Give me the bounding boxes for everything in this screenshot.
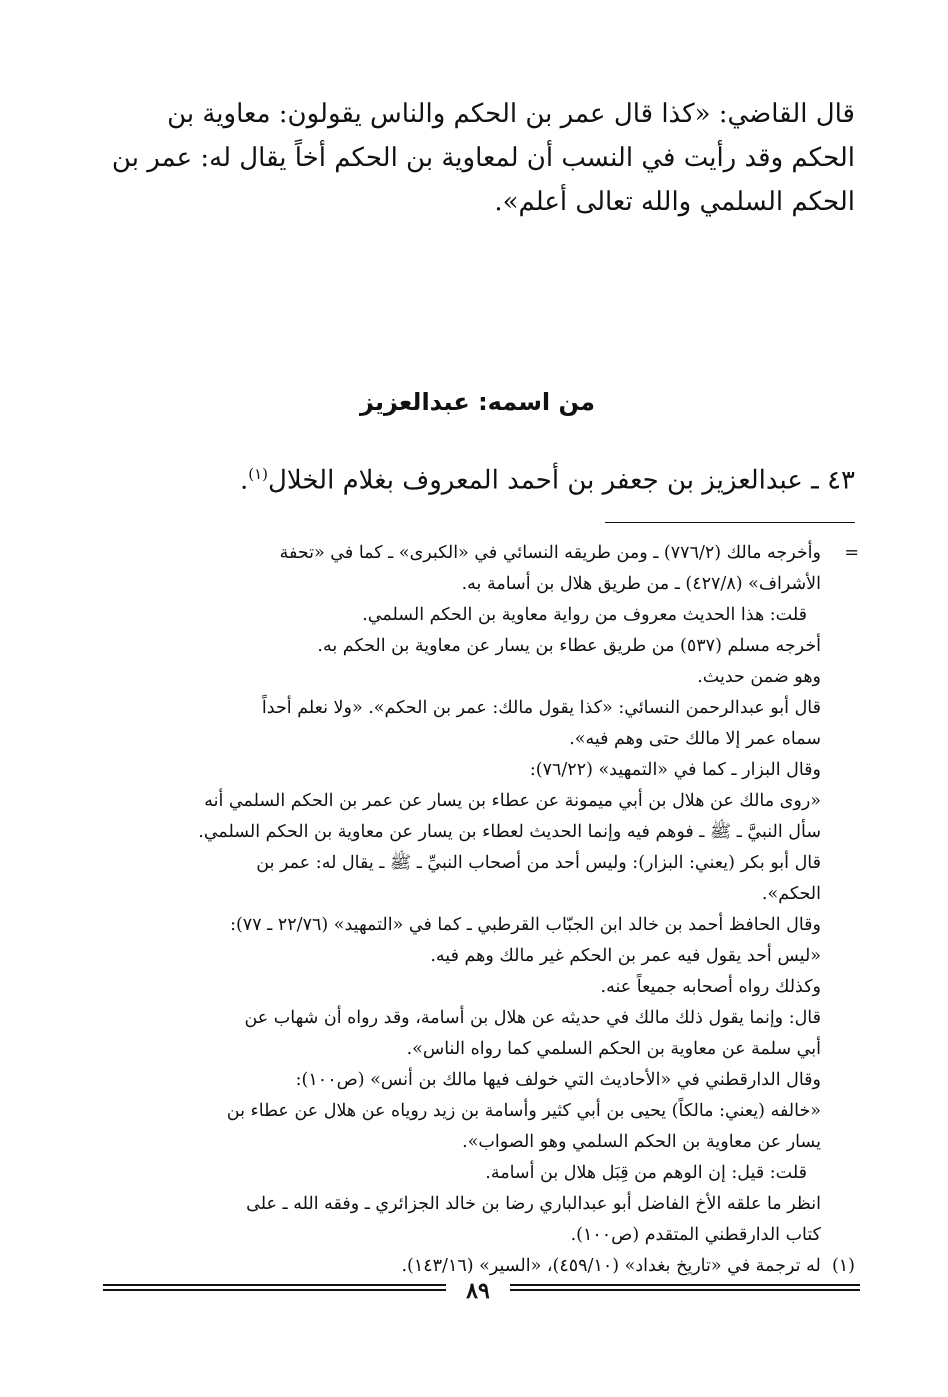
footnote-line: كتاب الدارقطني المتقدم (ص١٠٠). — [570, 1225, 821, 1245]
bottom-rule-right — [510, 1284, 860, 1296]
footnote-line: قال: وإنما يقول ذلك مالك في حديثه عن هلال بن أسامة، وقد رواه أن شهاب عن — [244, 1008, 821, 1028]
main-line: الحكم السلمي والله تعالى أعلم». — [494, 187, 855, 217]
bottom-rule-left — [103, 1284, 446, 1296]
footnote-line: وكذلك رواه أصحابه جميعاً عنه. — [600, 977, 821, 997]
main-line: الحكم وقد رأيت في النسب أن لمعاوية بن الحكم أخاً يقال له: عمر بن — [111, 143, 855, 173]
footnote-line: وقال البزار ـ كما في «التمهيد» (٧٦/٢٢): — [529, 760, 821, 780]
footnote-line: يسار عن معاوية بن الحكم السلمي وهو الصواب». — [462, 1132, 821, 1152]
footnotes — [100, 538, 859, 1282]
entry-footnote-ref: (١) — [248, 465, 268, 483]
footnote-line: قال أبو بكر (يعني: البزار): وليس أحد من أصحاب النبيِّ ـ ﷺ ـ يقال له: عمر بن — [256, 853, 821, 873]
footnote-line: وقال الدارقطني في «الأحاديث التي خولف فيها مالك بن أنس» (ص١٠٠): — [295, 1070, 821, 1090]
entry-end: . — [239, 465, 249, 496]
footnote-line: الحكم». — [761, 884, 821, 904]
entry-43 — [100, 452, 855, 503]
footnote-1-text: له ترجمة في «تاريخ بغداد» (٤٥٩/١٠)، «السير» (١٤٣/١٦). — [401, 1256, 821, 1276]
footnote-line: «خالفه (يعني: مالكاً) يحيى بن أبي كثير وأسامة بن زيد روياه عن هلال عن عطاء بن — [226, 1101, 821, 1121]
footnote-line: وأخرجه مالك (٧٧٦/٢) ـ ومن طريقه النسائي في «الكبرى» ـ كما في «تحفة — [279, 543, 821, 563]
footnote-line: وقال الحافظ أحمد بن خالد ابن الجبّاب القرطبي ـ كما في «التمهيد» (٢٢/٧٦ ـ ٧٧): — [230, 915, 821, 935]
entry-text: ٤٣ ـ عبدالعزيز بن جعفر بن أحمد المعروف بغلام الخلال — [267, 465, 855, 496]
footnote-1-marker: (١) — [831, 1256, 855, 1276]
page-body — [100, 92, 859, 1276]
footnote-line: «ليس أحد يقول فيه عمر بن الحكم غير مالك وهم فيه. — [430, 946, 821, 966]
footnote-line: وهو ضمن حديث. — [697, 667, 821, 687]
main-line: قال القاضي: «كذا قال عمر بن الحكم والناس يقولون: معاوية بن — [167, 99, 855, 129]
footnote-line: أخرجه مسلم (٥٣٧) من طريق عطاء بن يسار عن معاوية بن الحكم به. — [317, 636, 821, 656]
footnote-separator — [605, 522, 855, 523]
footnote-line: سماه عمر إلا مالك حتى وهم فيه». — [569, 729, 821, 749]
footnote-continuation-marker: = — [844, 543, 859, 563]
section-heading: من اسمه: عبدالعزيز — [360, 388, 595, 416]
footnote-line: «روى مالك عن هلال بن أبي ميمونة عن عطاء بن يسار عن عمر بن الحكم السلمي أنه — [204, 791, 821, 811]
footnote-line: الأشراف» (٤٢٧/٨) ـ من طريق هلال بن أسامة به. — [461, 574, 821, 594]
footnote-line: سأل النبيَّ ـ ﷺ ـ فوهم فيه وإنما الحديث لعطاء بن يسار عن معاوية بن الحكم السلمي. — [198, 822, 821, 842]
footnote-line: قال أبو عبدالرحمن النسائي: «كذا يقول مالك: عمر بن الحكم». «ولا نعلم أحداً — [261, 698, 821, 718]
page-number: ٨٩ — [466, 1278, 490, 1304]
main-paragraph — [100, 92, 855, 224]
footnote-line: قلت: قيل: إن الوهم من قِبَل هلال بن أسامة. — [485, 1163, 807, 1183]
footnote-line: قلت: هذا الحديث معروف من رواية معاوية بن الحكم السلمي. — [362, 605, 807, 625]
footnote-line: انظر ما علقه الأخ الفاضل أبو عبدالباري رضا بن خالد الجزائري ـ وفقه الله ـ على — [246, 1194, 821, 1214]
footnote-line: أبي سلمة عن معاوية بن الحكم السلمي كما رواه الناس». — [406, 1039, 821, 1059]
